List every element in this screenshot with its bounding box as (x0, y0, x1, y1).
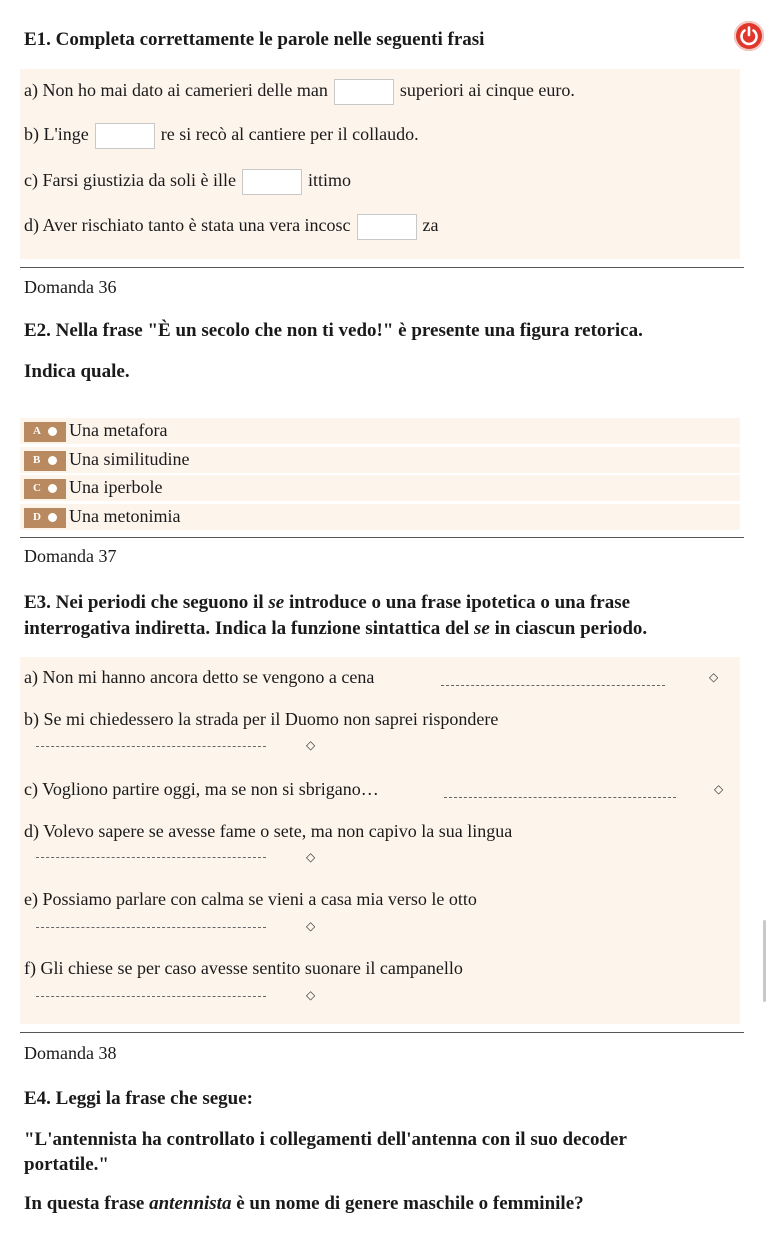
e1-item-c-after: ittimo (307, 170, 351, 191)
q37-item-d: d) Volevo sapere se avesse fame o sete, ma non capivo la sua lingua (24, 821, 513, 841)
q37-title-part: in ciascun periodo. (489, 618, 648, 639)
q37-select-d[interactable] (36, 835, 266, 858)
e1-item-d-after: za (422, 215, 439, 236)
e1-item-c-before: c) Farsi giustizia da soli è ille (24, 170, 236, 191)
q37-label: Domanda 37 (24, 546, 117, 566)
option-d-letter: D (33, 511, 41, 523)
option-b[interactable] (20, 447, 740, 473)
e1-item-b-input[interactable] (95, 123, 155, 149)
q37-title-line2 (24, 616, 647, 642)
q37-select-e[interactable] (36, 905, 266, 928)
chevron-updown-icon[interactable]: ◇ (306, 850, 316, 864)
divider (20, 537, 744, 538)
option-a[interactable] (20, 418, 740, 444)
chevron-updown-icon[interactable]: ◇ (709, 670, 719, 684)
divider (20, 267, 744, 268)
divider (20, 1032, 744, 1033)
option-d[interactable] (20, 504, 740, 530)
q37-item-a: a) Non mi hanno ancora detto se vengono a cena (24, 667, 375, 687)
q37-select-b[interactable] (36, 724, 266, 747)
e1-item-a (24, 79, 575, 105)
e1-item-d-before: d) Aver rischiato tanto è stata una vera incosc (24, 215, 351, 236)
q36-title-line2: Indica quale. (24, 361, 130, 382)
chevron-updown-icon[interactable]: ◇ (714, 782, 724, 796)
e1-item-a-after: superiori ai cinque euro. (399, 80, 575, 101)
chevron-updown-icon[interactable]: ◇ (306, 738, 316, 752)
q38-question-part: In questa frase (24, 1193, 150, 1214)
q37-item-e: e) Possiamo parlare con calma se vieni a casa mia verso le otto (24, 889, 477, 909)
q37-item-b: b) Se mi chiedessero la strada per il Duomo non saprei rispondere (24, 709, 499, 729)
q38-question-part: è un nome di genere maschile o femminile? (231, 1193, 584, 1214)
q37-select-a[interactable] (441, 663, 665, 686)
q37-title-se: se (474, 618, 490, 639)
q38-label: Domanda 38 (24, 1043, 117, 1063)
option-d-text: Una metonimia (69, 506, 181, 526)
q38-quote-line2: portatile." (24, 1154, 109, 1175)
option-d-badge (24, 508, 66, 528)
q37-title-part: interrogativa indiretta. Indica la funzione sintattica del (24, 618, 475, 639)
q37-item-c: c) Vogliono partire oggi, ma se non si sbrigano… (24, 779, 379, 799)
option-b-letter: B (33, 454, 41, 466)
q37-select-f[interactable] (36, 974, 266, 997)
e1-item-a-before: a) Non ho mai dato ai camerieri delle man (24, 80, 328, 101)
scrollbar[interactable] (763, 920, 766, 1002)
chevron-updown-icon[interactable]: ◇ (306, 919, 316, 933)
e1-item-d-input[interactable] (357, 214, 417, 240)
q37-title-se: se (268, 592, 285, 613)
q37-select-c[interactable] (444, 775, 676, 798)
q37-title-part: introduce o una frase ipotetica o una frase (284, 592, 631, 613)
option-a-letter: A (33, 425, 41, 437)
option-b-text: Una similitudine (69, 449, 190, 469)
option-c[interactable] (20, 475, 740, 501)
e1-item-b (24, 123, 419, 149)
q36-label: Domanda 36 (24, 277, 117, 297)
chevron-updown-icon[interactable]: ◇ (306, 988, 316, 1002)
option-b-badge (24, 451, 66, 471)
option-a-badge (24, 422, 66, 442)
q38-question (24, 1191, 584, 1217)
e1-item-c-input[interactable] (242, 169, 302, 195)
radio-icon[interactable] (48, 484, 57, 493)
e1-title: E1. Completa correttamente le parole nelle seguenti frasi (24, 29, 485, 50)
option-c-badge (24, 479, 66, 499)
q38-quote-line1: "L'antennista ha controllato i collegamenti dell'antenna con il suo decoder (24, 1129, 627, 1150)
radio-icon[interactable] (48, 456, 57, 465)
q37-title-line1 (24, 590, 630, 616)
e1-item-d (24, 214, 439, 240)
q37-item-f: f) Gli chiese se per caso avesse sentito suonare il campanello (24, 958, 463, 978)
q37-title-part: E3. Nei periodi che seguono il (24, 592, 269, 613)
e1-item-c (24, 169, 351, 195)
option-c-letter: C (33, 482, 41, 494)
e1-item-b-before: b) L'inge (24, 124, 89, 145)
q38-title: E4. Leggi la frase che segue: (24, 1088, 254, 1109)
option-c-text: Una iperbole (69, 477, 163, 497)
q36-title-line1: E2. Nella frase "È un secolo che non ti vedo!" è presente una figura retorica. (24, 320, 643, 341)
e1-item-a-input[interactable] (334, 79, 394, 105)
e1-item-b-after: re si recò al cantiere per il collaudo. (160, 124, 419, 145)
radio-icon[interactable] (48, 513, 57, 522)
radio-icon[interactable] (48, 427, 57, 436)
option-a-text: Una metafora (69, 420, 168, 440)
q38-question-word: antennista (149, 1193, 232, 1214)
power-icon[interactable] (734, 21, 764, 51)
